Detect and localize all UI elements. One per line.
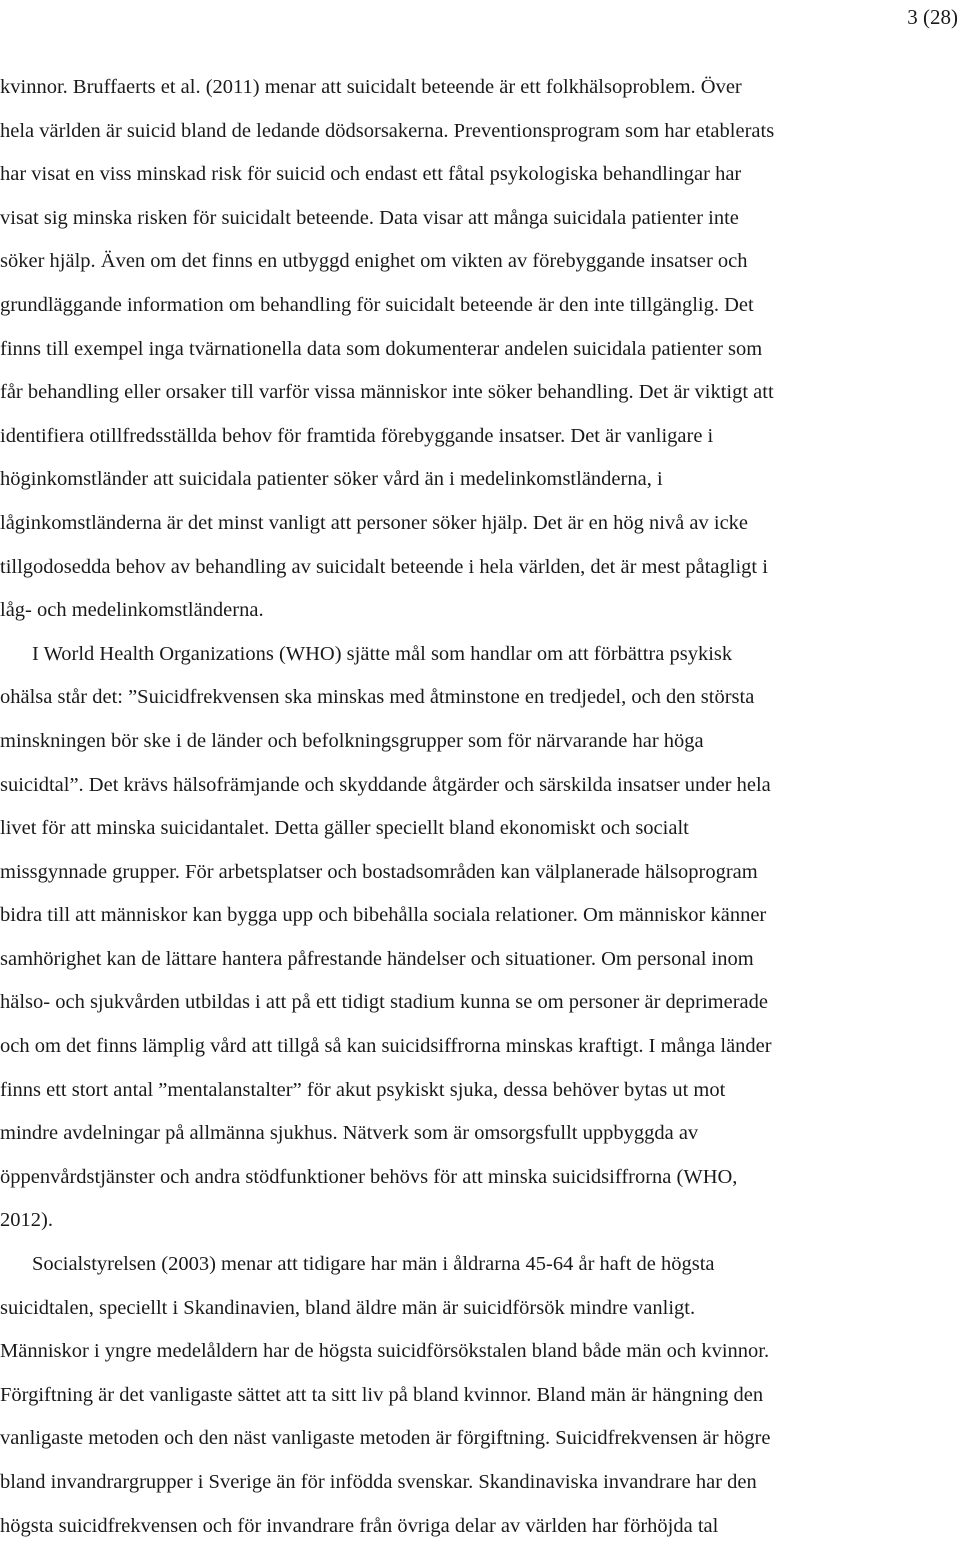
text-line: mindre avdelningar på allmänna sjukhus. Nätverk som är omsorgsfullt uppbyggda av xyxy=(0,1122,699,1145)
text-line: minskningen bör ske i de länder och befolkningsgrupper som för närvarande har höga xyxy=(0,729,704,752)
text-line: söker hjälp. Även om det finns en utbyggd enighet om vikten av förebyggande insatser och xyxy=(0,250,748,273)
text-line: kvinnor. Bruffaerts et al. (2011) menar att suicidalt beteende är ett folkhälsoproblem. Över xyxy=(0,76,742,98)
text-line: öppenvårdstjänster och andra stödfunktioner behövs för att minska suicidsiffrorna (WHO, xyxy=(0,1165,738,1188)
text-line: högsta suicidfrekvensen och för invandrare från övriga delar av världen har förhöjda tal xyxy=(0,1514,719,1537)
text-line: missgynnade grupper. För arbetsplatser och bostadsområden kan välplanerade hälsoprogram xyxy=(0,860,758,883)
text-line: identifiera otillfredsställda behov för framtida förebyggande insatser. Det är vanligare i xyxy=(0,424,714,447)
text-line: Förgiftning är det vanligaste sättet att ta sitt liv på bland kvinnor. Bland män är hängning den xyxy=(0,1383,764,1406)
text-line: livet för att minska suicidantalet. Detta gäller speciellt bland ekonomiskt och socialt xyxy=(0,817,689,840)
text-line: får behandling eller orsaker till varför vissa människor inte söker behandling. Det är viktigt att xyxy=(0,381,774,404)
text-line-paragraph-start: Socialstyrelsen (2003) menar att tidigare har män i åldrarna 45-64 år haft de högsta xyxy=(32,1253,715,1276)
text-line: ohälsa står det: ”Suicidfrekvensen ska minskas med åtminstone en tredjedel, och den största xyxy=(0,686,755,709)
body-text xyxy=(0,66,960,1548)
text-line: suicidtal”. Det krävs hälsofrämjande och skyddande åtgärder och särskilda insatser under hela xyxy=(0,773,771,796)
text-line: finns ett stort antal ”mentalanstalter” för akut psykiskt sjuka, dessa behöver bytas ut mot xyxy=(0,1078,726,1101)
text-line: hälso- och sjukvården utbildas i att på ett tidigt stadium kunna se om personer är deprimerade xyxy=(0,991,768,1014)
text-line: Människor i yngre medelåldern har de högsta suicidförsökstalen bland både män och kvinnor. xyxy=(0,1340,770,1363)
text-line: suicidtalen, speciellt i Skandinavien, bland äldre män är suicidförsök mindre vanligt. xyxy=(0,1296,696,1319)
text-line: 2012). xyxy=(0,1209,53,1232)
text-line: höginkomstländer att suicidala patienter söker vård än i medelinkomstländerna, i xyxy=(0,468,663,491)
text-line: finns till exempel inga tvärnationella data som dokumenterar andelen suicidala patienter som xyxy=(0,337,763,360)
text-line: har visat en viss minskad risk för suicid och endast ett fåtal psykologiska behandlingar har xyxy=(0,163,742,186)
text-line: låginkomstländerna är det minst vanligt att personer söker hjälp. Det är en hög nivå av icke xyxy=(0,511,749,534)
text-line: samhörighet kan de lättare hantera påfrestande händelser och situationer. Om personal inom xyxy=(0,947,754,970)
text-line: grundläggande information om behandling för suicidalt beteende är den inte tillgänglig. Det xyxy=(0,293,754,316)
text-line: och om det finns lämplig vård att tillgå så kan suicidsiffrorna minskas kraftigt. I många länder xyxy=(0,1035,772,1058)
text-line: bland invandrargrupper i Sverige än för infödda svenskar. Skandinaviska invandrare har den xyxy=(0,1471,757,1493)
text-line: låg- och medelinkomstländerna. xyxy=(0,599,264,622)
text-line: hela världen är suicid bland de ledande dödsorsakerna. Preventionsprogram som har etablerats xyxy=(0,119,775,142)
text-line: vanligaste metoden och den näst vanligaste metoden är förgiftning. Suicidfrekvensen är högre xyxy=(0,1427,771,1450)
page-number: 3 (28) xyxy=(907,5,958,29)
text-line-paragraph-start: I World Health Organizations (WHO) sjätte mål som handlar om att förbättra psykisk xyxy=(32,642,733,665)
text-line: bidra till att människor kan bygga upp och bibehålla sociala relationer. Om människor känner xyxy=(0,904,767,927)
text-line: tillgodosedda behov av behandling av suicidalt beteende i hela världen, det är mest påtagligt i xyxy=(0,555,768,578)
text-line: visat sig minska risken för suicidalt beteende. Data visar att många suicidala patienter inte xyxy=(0,206,739,229)
